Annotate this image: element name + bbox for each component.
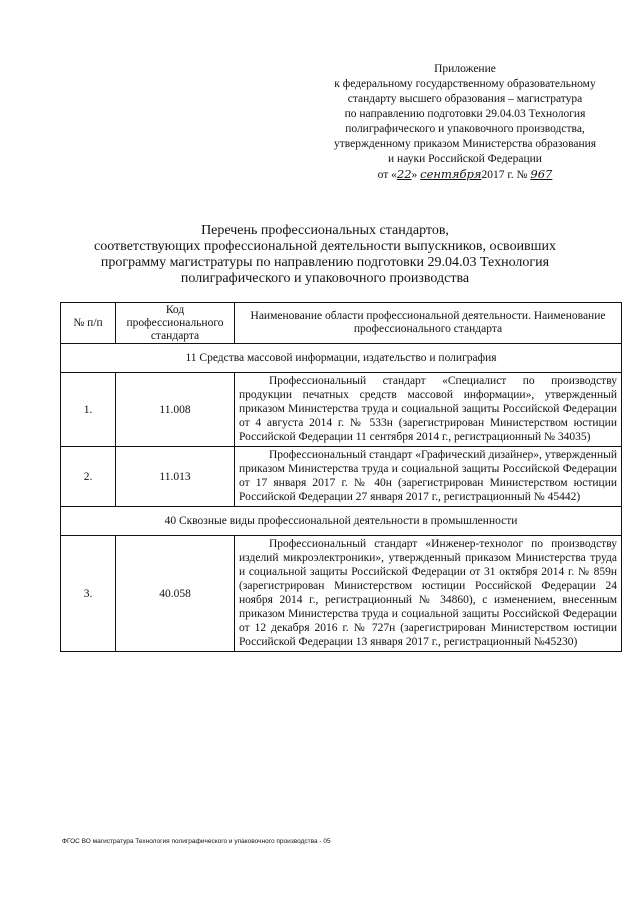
appendix-block (300, 62, 630, 183)
table-row (61, 536, 622, 652)
row-text: Профессиональный стандарт «Графический дизайнер», утвержденный приказом Министерства труда и социальной защиты Российской Федерации от 17 января 2017 г. № 40н (зарегистрирован Министерством юстиции Российской Федерации 27 января 2017 г., регистрационный № 45442) (239, 449, 617, 503)
section-row (61, 507, 622, 536)
header-code: Код профессионального стандарта (116, 303, 235, 344)
appendix-line: полиграфического и упаковочного производства, (345, 123, 585, 135)
row-num: 1. (61, 373, 116, 447)
order-number: 967 (530, 167, 553, 181)
title-line: Перечень профессиональных стандартов, (201, 223, 449, 238)
row-text-cell (235, 447, 622, 507)
appendix-line: по направлению подготовки 29.04.03 Технология (344, 108, 586, 120)
row-num: 2. (61, 447, 116, 507)
row-text: Профессиональный стандарт «Инженер-технолог по производству изделий микроэлектроники», утвержденный приказом Министерства труда и социальной защиты Российской Федерации от 31 октября 2014 г. № 859н (зарегистрирован Министерством юстиции Российской Федерации 24 ноября 2014 г., регистрационный № 34860), с изменением, внесенным приказом Министерства труда и социальной защиты Российской Федерации от 12 декабря 2016 г. № 727н (зарегистрирован Министерством юстиции Российской Федерации 13 января 2017 г., регистрационный №45230) (239, 538, 617, 648)
header-num: № п/п (61, 303, 116, 344)
date-month: сентября (420, 167, 482, 181)
section-row (61, 344, 622, 373)
date-sep: » (411, 169, 421, 181)
standards-table (60, 302, 622, 652)
page-footer: ФГОС ВО магистратура Технология полиграфического и упаковочного производства - 05 (62, 838, 331, 845)
row-text: Профессиональный стандарт «Специалист по производству продукции печатных средств массовой информации», утвержденный приказом Министерства труда и социальной защиты Российской Федерации от 4 августа 2014 г. № 533н (зарегистрирован Министерством юстиции Российской Федерации 11 сентября 2014 г., регистрационный № 34035) (239, 375, 617, 443)
appendix-line: утвержденному приказом Министерства образования (333, 138, 597, 150)
date-year: 2017 г. № (481, 169, 531, 181)
date-day: 22 (396, 167, 412, 181)
appendix-line: стандарту высшего образования – магистратура (347, 93, 583, 105)
table-row (61, 447, 622, 507)
row-num: 3. (61, 536, 116, 652)
header-name: Наименование области профессиональной деятельности. Наименование профессионального стандарта (235, 303, 622, 344)
row-code: 11.013 (116, 447, 235, 507)
title-line: полиграфического и упаковочного производства (180, 271, 470, 286)
section-title: 11 Средства массовой информации, издательство и полиграфия (61, 344, 622, 373)
section-title: 40 Сквозные виды профессиональной деятельности в промышленности (61, 507, 622, 536)
row-code: 40.058 (116, 536, 235, 652)
appendix-line: и науки Российской Федерации (388, 153, 542, 165)
title-line: программу магистратуры по направлению подготовки 29.04.03 Технология (100, 255, 550, 270)
date-prefix: от « (377, 169, 397, 181)
row-code: 11.008 (116, 373, 235, 447)
table-header-row (61, 303, 622, 344)
appendix-line: Приложение (434, 63, 496, 75)
order-date-line (300, 167, 630, 183)
document-title (60, 223, 590, 287)
table-row (61, 373, 622, 447)
row-text-cell (235, 536, 622, 652)
appendix-line: к федеральному государственному образовательному (334, 78, 596, 90)
row-text-cell (235, 373, 622, 447)
title-line: соответствующих профессиональной деятельности выпускников, освоивших (94, 239, 556, 254)
